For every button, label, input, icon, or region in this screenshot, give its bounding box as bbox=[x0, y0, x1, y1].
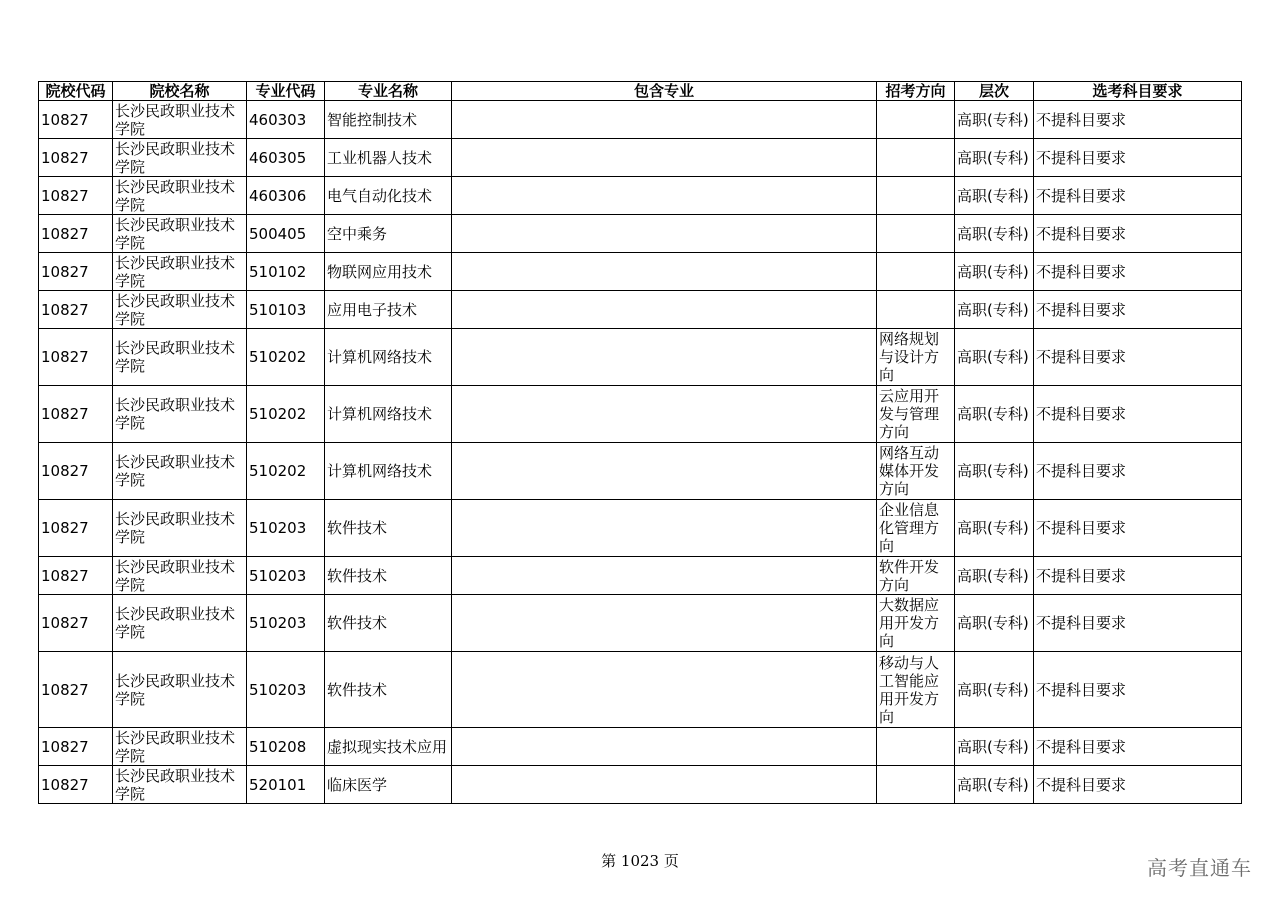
cell-major-name: 软件技术 bbox=[325, 557, 452, 595]
cell-requirement: 不提科目要求 bbox=[1034, 728, 1242, 766]
cell-major-code: 510103 bbox=[247, 291, 325, 329]
table-row bbox=[39, 215, 1242, 253]
cell-school-code: 10827 bbox=[39, 139, 113, 177]
cell-school-name: 长沙民政职业技术学院 bbox=[113, 443, 247, 500]
cell-school-code: 10827 bbox=[39, 177, 113, 215]
cell-school-name: 长沙民政职业技术学院 bbox=[113, 728, 247, 766]
cell-included-majors bbox=[452, 291, 877, 329]
table-row bbox=[39, 557, 1242, 595]
cell-direction: 企业信息化管理方向 bbox=[877, 500, 955, 557]
table-row bbox=[39, 139, 1242, 177]
cell-requirement: 不提科目要求 bbox=[1034, 139, 1242, 177]
cell-direction bbox=[877, 291, 955, 329]
cell-direction bbox=[877, 766, 955, 804]
cell-major-name: 软件技术 bbox=[325, 652, 452, 728]
cell-requirement: 不提科目要求 bbox=[1034, 386, 1242, 443]
cell-included-majors bbox=[452, 139, 877, 177]
table-row bbox=[39, 595, 1242, 652]
table-row bbox=[39, 101, 1242, 139]
cell-direction: 云应用开发与管理方向 bbox=[877, 386, 955, 443]
cell-level: 高职(专科) bbox=[955, 386, 1034, 443]
cell-included-majors bbox=[452, 101, 877, 139]
header-school-name: 院校名称 bbox=[113, 82, 247, 101]
cell-major-code: 460306 bbox=[247, 177, 325, 215]
cell-requirement: 不提科目要求 bbox=[1034, 177, 1242, 215]
cell-included-majors bbox=[452, 557, 877, 595]
cell-school-code: 10827 bbox=[39, 291, 113, 329]
cell-major-code: 510203 bbox=[247, 557, 325, 595]
cell-included-majors bbox=[452, 253, 877, 291]
cell-school-code: 10827 bbox=[39, 652, 113, 728]
cell-direction: 网络规划与设计方向 bbox=[877, 329, 955, 386]
cell-level: 高职(专科) bbox=[955, 291, 1034, 329]
cell-major-name: 智能控制技术 bbox=[325, 101, 452, 139]
header-requirement: 选考科目要求 bbox=[1034, 82, 1242, 101]
cell-included-majors bbox=[452, 595, 877, 652]
watermark: 高考直通车 bbox=[1147, 856, 1252, 880]
cell-requirement: 不提科目要求 bbox=[1034, 253, 1242, 291]
cell-direction: 软件开发方向 bbox=[877, 557, 955, 595]
cell-major-code: 510202 bbox=[247, 443, 325, 500]
cell-major-name: 软件技术 bbox=[325, 595, 452, 652]
cell-level: 高职(专科) bbox=[955, 766, 1034, 804]
cell-level: 高职(专科) bbox=[955, 557, 1034, 595]
cell-school-name: 长沙民政职业技术学院 bbox=[113, 652, 247, 728]
cell-included-majors bbox=[452, 177, 877, 215]
cell-direction bbox=[877, 215, 955, 253]
header-level: 层次 bbox=[955, 82, 1034, 101]
cell-school-code: 10827 bbox=[39, 728, 113, 766]
page-number: 第 1023 页 bbox=[601, 852, 679, 870]
cell-included-majors bbox=[452, 500, 877, 557]
cell-school-code: 10827 bbox=[39, 557, 113, 595]
cell-major-code: 510203 bbox=[247, 652, 325, 728]
cell-included-majors bbox=[452, 652, 877, 728]
cell-level: 高职(专科) bbox=[955, 728, 1034, 766]
cell-major-code: 520101 bbox=[247, 766, 325, 804]
cell-school-name: 长沙民政职业技术学院 bbox=[113, 215, 247, 253]
cell-school-name: 长沙民政职业技术学院 bbox=[113, 101, 247, 139]
cell-requirement: 不提科目要求 bbox=[1034, 557, 1242, 595]
cell-major-name: 计算机网络技术 bbox=[325, 329, 452, 386]
cell-level: 高职(专科) bbox=[955, 215, 1034, 253]
cell-level: 高职(专科) bbox=[955, 652, 1034, 728]
header-school-code: 院校代码 bbox=[39, 82, 113, 101]
cell-included-majors bbox=[452, 443, 877, 500]
cell-major-code: 460305 bbox=[247, 139, 325, 177]
cell-major-code: 460303 bbox=[247, 101, 325, 139]
cell-major-code: 510202 bbox=[247, 329, 325, 386]
cell-school-name: 长沙民政职业技术学院 bbox=[113, 253, 247, 291]
table-header-row bbox=[39, 82, 1242, 101]
cell-major-code: 510202 bbox=[247, 386, 325, 443]
header-major-code: 专业代码 bbox=[247, 82, 325, 101]
cell-school-name: 长沙民政职业技术学院 bbox=[113, 291, 247, 329]
table-row bbox=[39, 652, 1242, 728]
cell-school-name: 长沙民政职业技术学院 bbox=[113, 766, 247, 804]
cell-major-name: 工业机器人技术 bbox=[325, 139, 452, 177]
cell-school-code: 10827 bbox=[39, 595, 113, 652]
cell-requirement: 不提科目要求 bbox=[1034, 215, 1242, 253]
cell-major-name: 电气自动化技术 bbox=[325, 177, 452, 215]
cell-school-name: 长沙民政职业技术学院 bbox=[113, 139, 247, 177]
table-row bbox=[39, 500, 1242, 557]
cell-school-name: 长沙民政职业技术学院 bbox=[113, 329, 247, 386]
header-included-majors: 包含专业 bbox=[452, 82, 877, 101]
table-row bbox=[39, 443, 1242, 500]
cell-major-code: 510203 bbox=[247, 595, 325, 652]
cell-direction bbox=[877, 728, 955, 766]
cell-school-code: 10827 bbox=[39, 766, 113, 804]
cell-level: 高职(专科) bbox=[955, 500, 1034, 557]
cell-school-code: 10827 bbox=[39, 500, 113, 557]
table-row bbox=[39, 291, 1242, 329]
cell-major-name: 软件技术 bbox=[325, 500, 452, 557]
cell-major-code: 510203 bbox=[247, 500, 325, 557]
table-row bbox=[39, 329, 1242, 386]
cell-direction bbox=[877, 253, 955, 291]
cell-school-code: 10827 bbox=[39, 253, 113, 291]
table-row bbox=[39, 177, 1242, 215]
table-row bbox=[39, 766, 1242, 804]
cell-school-code: 10827 bbox=[39, 101, 113, 139]
cell-included-majors bbox=[452, 386, 877, 443]
table-row bbox=[39, 386, 1242, 443]
cell-requirement: 不提科目要求 bbox=[1034, 329, 1242, 386]
cell-major-name: 虚拟现实技术应用 bbox=[325, 728, 452, 766]
cell-school-name: 长沙民政职业技术学院 bbox=[113, 557, 247, 595]
cell-major-code: 510102 bbox=[247, 253, 325, 291]
cell-major-name: 空中乘务 bbox=[325, 215, 452, 253]
cell-requirement: 不提科目要求 bbox=[1034, 291, 1242, 329]
cell-school-code: 10827 bbox=[39, 215, 113, 253]
table-row bbox=[39, 728, 1242, 766]
cell-major-code: 510208 bbox=[247, 728, 325, 766]
cell-school-name: 长沙民政职业技术学院 bbox=[113, 386, 247, 443]
cell-requirement: 不提科目要求 bbox=[1034, 443, 1242, 500]
cell-level: 高职(专科) bbox=[955, 139, 1034, 177]
header-direction: 招考方向 bbox=[877, 82, 955, 101]
cell-included-majors bbox=[452, 215, 877, 253]
cell-major-name: 临床医学 bbox=[325, 766, 452, 804]
cell-included-majors bbox=[452, 766, 877, 804]
cell-major-name: 应用电子技术 bbox=[325, 291, 452, 329]
cell-school-name: 长沙民政职业技术学院 bbox=[113, 595, 247, 652]
cell-included-majors bbox=[452, 728, 877, 766]
cell-major-name: 计算机网络技术 bbox=[325, 386, 452, 443]
cell-major-name: 计算机网络技术 bbox=[325, 443, 452, 500]
cell-direction bbox=[877, 101, 955, 139]
cell-requirement: 不提科目要求 bbox=[1034, 500, 1242, 557]
cell-requirement: 不提科目要求 bbox=[1034, 652, 1242, 728]
header-major-name: 专业名称 bbox=[325, 82, 452, 101]
cell-requirement: 不提科目要求 bbox=[1034, 101, 1242, 139]
cell-direction: 移动与人工智能应用开发方向 bbox=[877, 652, 955, 728]
cell-level: 高职(专科) bbox=[955, 101, 1034, 139]
cell-direction: 网络互动媒体开发方向 bbox=[877, 443, 955, 500]
cell-requirement: 不提科目要求 bbox=[1034, 766, 1242, 804]
cell-school-name: 长沙民政职业技术学院 bbox=[113, 500, 247, 557]
cell-included-majors bbox=[452, 329, 877, 386]
cell-direction bbox=[877, 139, 955, 177]
cell-level: 高职(专科) bbox=[955, 595, 1034, 652]
cell-school-code: 10827 bbox=[39, 329, 113, 386]
cell-direction bbox=[877, 177, 955, 215]
cell-level: 高职(专科) bbox=[955, 177, 1034, 215]
cell-school-code: 10827 bbox=[39, 443, 113, 500]
cell-major-name: 物联网应用技术 bbox=[325, 253, 452, 291]
table-row bbox=[39, 253, 1242, 291]
cell-level: 高职(专科) bbox=[955, 443, 1034, 500]
cell-school-code: 10827 bbox=[39, 386, 113, 443]
admissions-table bbox=[38, 81, 1242, 804]
cell-school-name: 长沙民政职业技术学院 bbox=[113, 177, 247, 215]
cell-requirement: 不提科目要求 bbox=[1034, 595, 1242, 652]
cell-direction: 大数据应用开发方向 bbox=[877, 595, 955, 652]
cell-level: 高职(专科) bbox=[955, 329, 1034, 386]
cell-level: 高职(专科) bbox=[955, 253, 1034, 291]
cell-major-code: 500405 bbox=[247, 215, 325, 253]
